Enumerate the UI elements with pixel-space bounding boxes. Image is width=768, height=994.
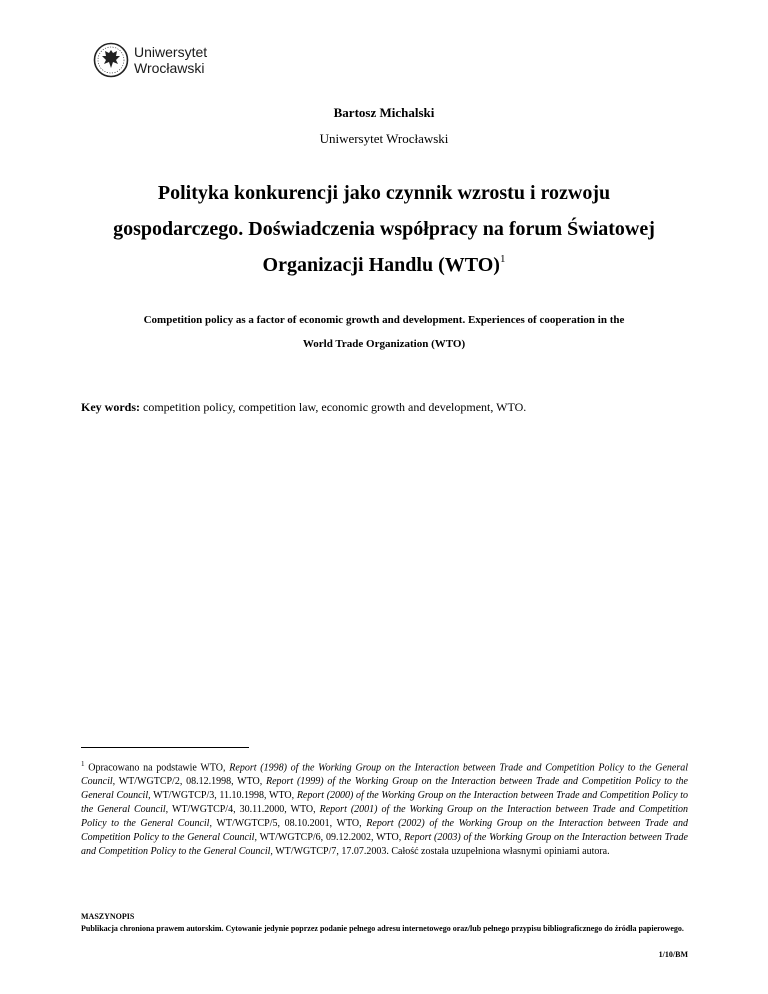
title-line-3 <box>60 247 708 283</box>
footnote-text: WT/WGTCP/5, 08.10.2001, WTO, <box>211 818 367 830</box>
footnote-report-title: Report (1998) of the Working Group on the Interaction between Trade and Competition Policy to the General Council, <box>81 762 688 788</box>
footnote-report-title: Report (2003) of the Working Group on the Interaction between Trade and Competition Policy to the General Council, <box>81 832 688 858</box>
title-footnote-marker[interactable]: 1 <box>499 253 506 265</box>
english-title-line-2: World Trade Organization (WTO) <box>302 338 466 350</box>
title-line-2: gospodarczego. Doświadczenia współpracy na forum Światowej <box>113 218 655 240</box>
keywords-label: Key words: <box>81 400 140 414</box>
manuscript-label: MASZYNOPIS <box>81 912 135 921</box>
footnote-report-title: Report (2002) of the Working Group on the Interaction between Trade and Competition Policy to the General Council, <box>81 818 688 844</box>
university-name <box>134 44 207 76</box>
footnote-report-title: Report (2000) of the Working Group on the Interaction between Trade and Competition Policy to the General Council, <box>81 790 688 816</box>
university-name-line2: Wrocławski <box>134 60 205 76</box>
footnote-text: WT/WGTCP/4, 30.11.2000, WTO, <box>168 804 320 816</box>
footnote-text: WT/WGTCP/7, 17.07.2003. Całość została uzupełniona własnymi opiniami autora. <box>272 846 610 858</box>
keywords <box>81 400 701 415</box>
author-affiliation: Uniwersytet Wrocławski <box>319 131 449 146</box>
footnote-text: Opracowano na podstawie WTO, <box>84 762 230 774</box>
author-name: Bartosz Michalski <box>333 105 435 120</box>
footnote-text: WT/WGTCP/6, 09.12.2002, WTO, <box>256 832 405 844</box>
page-code: 1/10/BM <box>658 950 688 959</box>
keywords-text: competition policy, competition law, economic growth and development, WTO. <box>140 400 527 414</box>
footnote-text: WT/WGTCP/2, 08.12.1998, WTO, <box>115 776 266 788</box>
university-name-line1: Uniwersytet <box>134 44 208 60</box>
copyright-notice: Publikacja chroniona prawem autorskim. Cytowanie jedynie poprzez podanie pełnego adresu internetowego oraz/lub pełnego przypisu bibliograficznego do źródła papierowego. <box>81 924 684 933</box>
footnote-separator <box>81 747 249 748</box>
paper-title <box>60 175 708 283</box>
footnote-report-title: Report (2001) of the Working Group on the Interaction between Trade and Competition Policy to the General Council, <box>81 804 688 830</box>
english-title <box>60 308 708 356</box>
eagle-emblem-icon <box>93 40 129 80</box>
footnote <box>81 757 688 859</box>
title-line-1: Polityka konkurencji jako czynnik wzrostu i rozwoju <box>157 182 611 204</box>
footnote-report-title: Report (1999) of the Working Group on the Interaction between Trade and Competition Policy to the General Council, <box>81 776 688 802</box>
english-title-line-1: Competition policy as a factor of economic growth and development. Experiences of cooperation in the <box>143 314 625 326</box>
university-logo <box>93 40 233 86</box>
footnote-text: WT/WGTCP/3, 11.10.1998, WTO, <box>150 790 297 802</box>
footnote-marker: 1 <box>81 760 85 768</box>
title-line-3-text: Organizacji Handlu (WTO) <box>262 254 500 276</box>
